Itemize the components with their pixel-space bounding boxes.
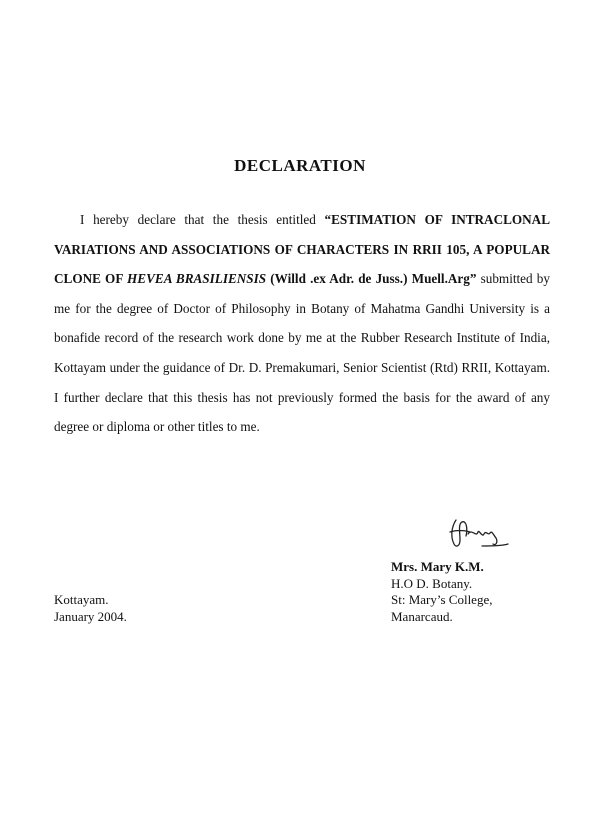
thesis-title-part-1: “ESTIMATION OF INTRACLONAL VARIATIONS AND ASSOCIATIONS OF CHARACTERS IN RRII 105, A POPULAR CLONE OF: [54, 212, 550, 287]
thesis-title-species: HEVEA BRASILIENSIS: [127, 271, 267, 287]
handwritten-signature: [446, 516, 516, 556]
page-title: DECLARATION: [234, 156, 366, 175]
declaration-paragraph: [54, 205, 550, 442]
place-date-block: [54, 592, 127, 625]
signatory-name: Mrs. Mary K.M.: [391, 559, 484, 574]
declaration-intro: I hereby declare that the thesis entitled: [80, 212, 325, 227]
signatory-block: [391, 559, 492, 625]
date: January 2004.: [54, 608, 127, 624]
signatory-location: Manarcaud.: [391, 608, 453, 624]
place: Kottayam.: [54, 592, 109, 607]
signatory-institution: St: Mary’s College,: [391, 592, 493, 607]
signatory-designation: H.O D. Botany.: [391, 575, 473, 591]
declaration-body: submitted by me for the degree of Doctor of Philosophy in Botany of Mahatma Gandhi University is a bonafide record of the research work done by me at the Rubber Research Institute of India, Kottayam under the guidance of Dr. D. Premakumari, Senior Scientist (Rtd) RRII, Kottayam. I further declare that this thesis has not previously formed the basis for the award of any degree or diploma or other titles to me.: [54, 271, 550, 435]
thesis-title-part-2: (Willd .ex Adr. de Juss.) Muell.Arg”: [266, 271, 477, 287]
